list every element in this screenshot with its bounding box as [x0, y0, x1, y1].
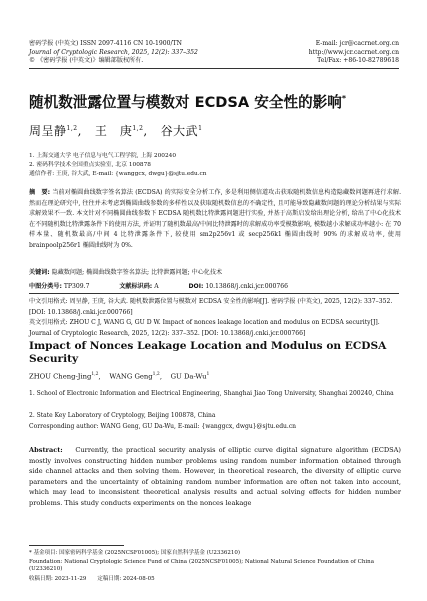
citation-cn	[29, 297, 401, 318]
corresponding-author-cn: 通信作者: 王庚, 谷大武, E-mail: {wanggcx, dwgu}@sjtu.edu.cn	[29, 171, 207, 177]
header-email: E-mail: jcr@cacrnet.org.cn	[315, 40, 399, 47]
footnote-rule	[29, 545, 124, 546]
received-dates: 收稿日期: 2023-11-29 定稿日期: 2024-08-05	[29, 576, 155, 582]
affiliation-cn-1: 1. 上海交通大学 电子信息与电气工程学院, 上海 200240	[29, 153, 177, 159]
affiliation-cn-2: 2. 密码科学技术全国重点实验室, 北京 100878	[29, 162, 151, 168]
author-name: 王 庚	[94, 124, 133, 138]
author-affil-mark: 1	[198, 125, 203, 132]
citation-en-label: 英文引用格式:	[29, 319, 68, 326]
doc-code-label: 文献标识码:	[119, 283, 153, 290]
citation-cn-label: 中文引用格式:	[29, 298, 68, 305]
author-affil-mark: 1	[206, 372, 210, 377]
header-line: 密码学报 (中英文) ISSN 2097-4116 CN 10-1900/TN	[29, 40, 182, 47]
author-list-en: ZHOU Cheng-Jing$^{1,2}$, WANG Geng$^{1,2}$, GU Da-Wu$^1$	[29, 372, 210, 381]
keywords-cn	[29, 267, 222, 276]
classification-meta	[29, 281, 288, 290]
author-list-cn: 周呈静$^{1,2}$, 王 庚$^{1,2}$, 谷大武$^1$	[29, 124, 203, 138]
doi-link[interactable]: 10.13868/j.cnki.jcr.000766	[205, 283, 288, 290]
author-affil-mark: 1,2	[66, 125, 78, 132]
header-url: http://www.jcr.cacrnet.org.cn	[308, 48, 399, 56]
funding-cn: * 基金项目: 国家密码科学基金 (2025NCSF01005); 国家自然科学基金 (U2336210)	[29, 550, 241, 556]
doc-code: A	[154, 283, 159, 290]
journal-header-left	[29, 40, 198, 66]
doi-label: DOI:	[188, 283, 204, 290]
author-affil-mark: 1,2	[132, 125, 144, 132]
keywords-cn-text: 隐藏数问题; 椭圆曲线数字签名算法; 比特泄露问题; 中心化技术	[51, 269, 223, 276]
section-rule	[29, 293, 399, 294]
author-name-en: GU Da-Wu	[170, 372, 207, 381]
citation-en	[29, 318, 401, 339]
author-affil-mark: 1,2	[152, 372, 160, 377]
funding-en: Foundation: National Cryptologic Science Fund of China (2025NCSF01005); National Natural Science Foundation of China (U2336210)	[29, 559, 374, 573]
paper-title-cn: 随机数泄露位置与模数对 ECDSA 安全性的影响*	[29, 94, 347, 111]
author-affil-mark: 1,2	[91, 372, 99, 377]
header-line: Journal of Cryptologic Research, 2025, 12(2): 337–352	[29, 48, 198, 56]
clc-code: TP309.7	[63, 283, 90, 290]
affiliation-en-1: 1. School of Electronic Information and Electrical Engineering, Shanghai Jiao Tong University, Shanghai 200240, China	[29, 390, 394, 397]
author-name: 谷大武	[160, 124, 199, 138]
abstract-cn	[29, 188, 401, 252]
title-footnote-mark: *	[341, 94, 347, 104]
author-name: 周呈静	[29, 124, 67, 138]
abstract-cn-label: 摘 要:	[29, 189, 51, 196]
corresponding-author-en: Corresponding author: WANG Geng, GU Da-Wu, E-mail: {wanggcx, dwgu}@sjtu.edu.cn	[29, 423, 297, 430]
citation-en-text: ZHOU C J, WANG G, GU D W. Impact of nonces leakage location and modulus on ECDSA security[J]. Journal of Cryptologic Research, 2025, 12(2): 337–352. [DOI: 10.13868/j.cnki.jcr.000766]	[29, 319, 380, 337]
author-name-en: WANG Geng	[109, 372, 153, 381]
abstract-en-label: Abstract:	[29, 446, 63, 454]
abstract-cn-text: 当前对椭圆曲线数字签名算法 (ECDSA) 的实际安全分析工作, 多是利用侧信道攻击获取随机数信息构造隐藏数问题再进行求解. 然而在理论研究中, 往往并未考虑到椭圆曲线参数的多样性以及获取随机数信息的不确定性, 且可能导致隐藏数问题的理论分析结果与实际求解效果不一致. 本文针对不同椭圆曲线参数下 ECDSA 随机数比特泄露问题进行实验, 并基于高斯启发给出理论分析, 给出了中心化技术在不同随机数比特泄露条件下的使用方法, 并证明了随机数最高/中间比特泄露时的求解成功率受模数影响, 模数越小求解成功率越小: 在 70 样本量、随机数最高/中间 4 比特泄露条件下, 较使用 sm2p256v1 或 secp256k1 椭圆曲线时 90% 的求解成功率, 使用 brainpoolp256r1 椭圆曲线时为 0%.	[29, 189, 402, 249]
clc-label: 中图分类号:	[29, 283, 62, 290]
affiliation-en-2: 2. State Key Laboratory of Cryptology, Beijing 100878, China	[29, 412, 216, 419]
keywords-cn-label: 关键词:	[29, 269, 50, 276]
citation-cn-text: 周呈静, 王庚, 谷大武. 随机数泄露位置与模数对 ECDSA 安全性的影响[J]. 密码学报 (中英文), 2025, 12(2): 337–352. [DOI: 10.13868/j.cnki.jcr.000766]	[29, 298, 393, 316]
header-rule	[29, 68, 399, 69]
journal-header-right	[309, 40, 399, 66]
header-tel: Tel/Fax: +86-10-82789618	[317, 57, 399, 65]
abstract-en	[29, 445, 401, 509]
abstract-en-text: Currently, the practical security analysis of elliptic curve digital signature algorithm (ECDSA) mostly involves constructing hidden number problems using random number information obtained through side channel attacks and then solving them. However, in theoretical research, the diversity of elliptic curve parameters and the uncertainty of obtaining random number information are often not taken into account, which may lead to inconsistent theoretical analysis results and actual solving effects for hidden number problems. This study conducts experiments on the nonces leakage	[29, 446, 402, 507]
header-line: © 《密码学报 (中英文)》编辑部版权所有.	[29, 57, 144, 65]
paper-title-en: Impact of Nonces Leakage Location and Modulus on ECDSA Security	[29, 340, 387, 365]
author-name-en: ZHOU Cheng-Jing	[29, 372, 92, 381]
